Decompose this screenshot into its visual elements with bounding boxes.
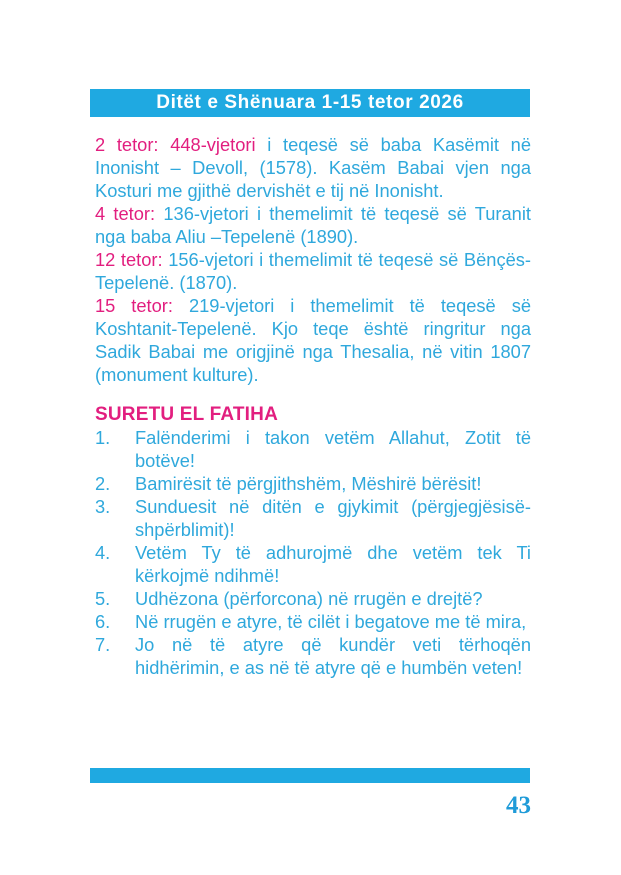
verse-text: Në rrugën e atyre, të cilët i begatove me të mira,: [135, 611, 527, 632]
verse-item: [95, 495, 531, 541]
verse-number: 2.: [95, 473, 111, 494]
entry-text: i teqesë së baba Kasëmit në Inonisht – Devoll, (1578). Kasëm Babai vjen nga Kosturi me gjithë dervishët e tij në Inonisht.: [95, 134, 531, 201]
verse-item: [95, 426, 531, 472]
verse-text: Sunduesit në ditën e gjykimit (përgjegjësisë-shpërblimit)!: [135, 496, 531, 540]
entry-paragraph: [95, 133, 531, 202]
entry-paragraph: [95, 294, 531, 386]
verse-item: [95, 472, 531, 495]
entry-text: 136-vjetori i themelimit të teqesë së Turanit nga baba Aliu –Tepelenë (1890).: [95, 203, 531, 247]
page-number: 43: [506, 792, 531, 819]
verse-item: [95, 633, 531, 679]
verse-number: 4.: [95, 542, 111, 563]
verse-number: 5.: [95, 588, 111, 609]
verse-text: Jo në të atyre që kundër veti tërhoqën hidhërimin, e as në të atyre që e humbën veten!: [135, 634, 531, 678]
verse-number: 1.: [95, 427, 111, 448]
verse-item: [95, 541, 531, 587]
verse-text: Bamirësit të përgjithshëm, Mëshirë bërësit!: [135, 473, 482, 494]
entry-text: 219-vjetori i themelimit të teqesë së Koshtanit-Tepelenë. Kjo teqe është ringritur nga Sadik Babai me origjinë nga Thesalia, në vitin 1807 (monument kulture).: [95, 295, 532, 385]
verse-list: [95, 426, 531, 679]
entry-date: 15 tetor:: [95, 295, 173, 316]
sure-title: SURETU EL FATIHA: [95, 404, 279, 425]
entry-paragraph: [95, 248, 531, 294]
section-header-bar: [90, 89, 530, 117]
verse-text: Vetëm Ty të adhurojmë dhe vetëm tek Ti kërkojmë ndihmë!: [135, 542, 531, 586]
verse-number: 3.: [95, 496, 111, 517]
footer-divider-bar: [90, 768, 530, 783]
entry-date: 2 tetor: 448-vjetori: [95, 134, 256, 155]
verse-text: Udhëzona (përforcona) në rrugën e drejtë?: [135, 588, 483, 609]
verse-number: 6.: [95, 611, 111, 632]
verse-number: 7.: [95, 634, 111, 655]
verse-item: [95, 587, 531, 610]
entry-date: 4 tetor:: [95, 203, 156, 224]
verse-text: Falënderimi i takon vetëm Allahut, Zotit të botëve!: [135, 427, 531, 471]
verse-item: [95, 610, 531, 633]
entry-paragraph: [95, 202, 531, 248]
entry-date: 12 tetor:: [95, 249, 163, 270]
page-title: Ditët e Shënuara 1-15 tetor 2026: [156, 92, 464, 113]
entry-text: 156-vjetori i themelimit të teqesë së Bënçës-Tepelenë. (1870).: [95, 249, 531, 293]
page-content: [95, 133, 531, 679]
